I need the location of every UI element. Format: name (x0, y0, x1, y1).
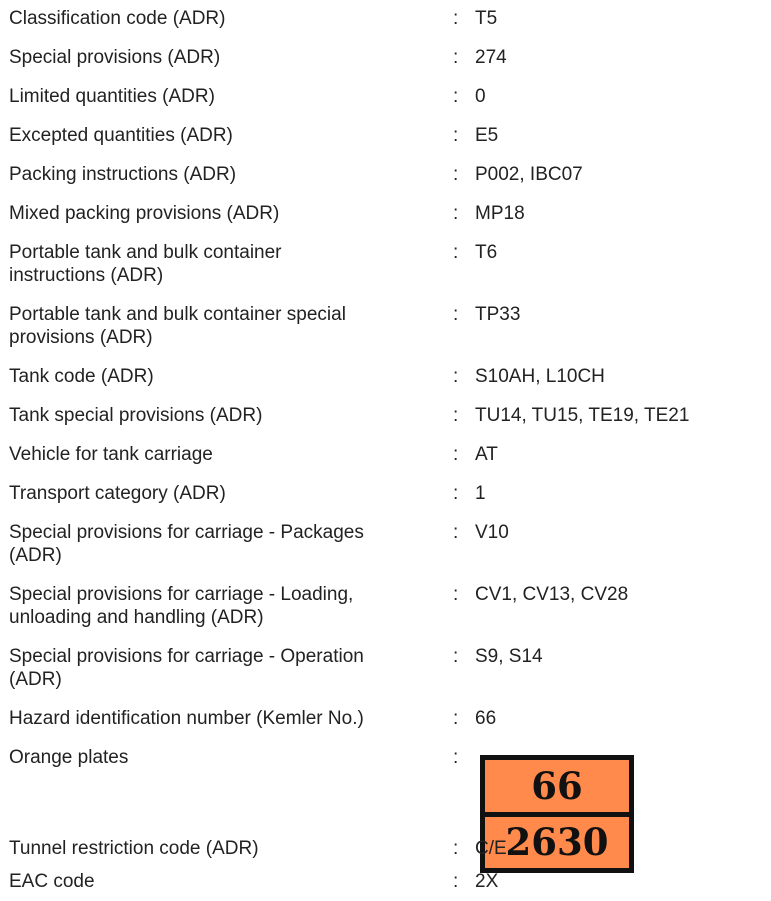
row-label-line: instructions (ADR) (9, 265, 164, 286)
row-value: TU14, TU15, TE19, TE21 (475, 405, 690, 426)
row-label: EAC code (9, 871, 95, 892)
row-separator: : (453, 747, 459, 768)
row-carriage-operation (9, 645, 543, 691)
row-label-line: unloading and handling (ADR) (9, 607, 264, 628)
row-separator: : (453, 203, 459, 224)
row-value: 274 (475, 47, 507, 68)
row-portable-tank-special (9, 303, 520, 349)
row-label-line: Special provisions for carriage - Packages (9, 522, 364, 543)
row-label (9, 241, 453, 287)
row-separator: : (453, 444, 459, 465)
row-tunnel-restriction (9, 837, 507, 860)
row-separator: : (453, 125, 459, 146)
row-value: 66 (475, 708, 497, 729)
row-special-provisions (9, 46, 507, 69)
row-label-line: Special provisions for carriage - Loading, (9, 584, 354, 605)
row-separator: : (453, 871, 459, 892)
row-label (9, 583, 453, 629)
row-limited-quantities (9, 85, 486, 108)
row-value: 0 (475, 86, 486, 107)
plate-hazard-number: 66 (485, 760, 629, 817)
row-portable-tank-instructions (9, 241, 497, 287)
row-label-line: Portable tank and bulk container (9, 242, 282, 263)
row-label: Tunnel restriction code (ADR) (9, 838, 259, 859)
row-label-line: Portable tank and bulk container special (9, 304, 346, 325)
row-value: TP33 (475, 304, 521, 325)
row-transport-category (9, 482, 486, 505)
row-separator: : (453, 304, 459, 325)
row-label: Limited quantities (ADR) (9, 86, 215, 107)
row-value: T6 (475, 242, 498, 263)
row-label (9, 303, 453, 349)
row-separator: : (453, 838, 459, 859)
row-label-line: (ADR) (9, 669, 62, 690)
row-separator: : (453, 522, 459, 543)
row-separator: : (453, 47, 459, 68)
row-label: Packing instructions (ADR) (9, 164, 237, 185)
row-eac-code (9, 870, 498, 893)
row-value: S9, S14 (475, 646, 543, 667)
row-separator: : (453, 646, 459, 667)
row-excepted-quantities (9, 124, 498, 147)
row-label (9, 521, 453, 567)
row-label (9, 645, 453, 691)
row-value: AT (475, 444, 498, 465)
row-carriage-loading (9, 583, 628, 629)
row-label: Excepted quantities (ADR) (9, 125, 233, 146)
row-label: Special provisions (ADR) (9, 47, 221, 68)
row-separator: : (453, 584, 459, 605)
row-separator: : (453, 366, 459, 387)
row-tank-code (9, 365, 605, 388)
row-value: E5 (475, 125, 499, 146)
row-value: C/E (475, 838, 507, 859)
row-label: Orange plates (9, 747, 129, 768)
row-separator: : (453, 164, 459, 185)
row-value: P002, IBC07 (475, 164, 583, 185)
row-label: Tank code (ADR) (9, 366, 154, 387)
row-label: Hazard identification number (Kemler No.) (9, 708, 364, 729)
row-value: MP18 (475, 203, 525, 224)
row-label: Classification code (ADR) (9, 8, 226, 29)
row-separator: : (453, 708, 459, 729)
row-value: CV1, CV13, CV28 (475, 584, 629, 605)
row-label-line: provisions (ADR) (9, 327, 153, 348)
row-separator: : (453, 405, 459, 426)
plate-un-number: 2630 (505, 820, 609, 865)
row-mixed-packing (9, 202, 525, 225)
row-label: Mixed packing provisions (ADR) (9, 203, 280, 224)
row-tank-special-provisions (9, 404, 689, 427)
row-value: T5 (475, 8, 498, 29)
row-separator: : (453, 86, 459, 107)
row-separator: : (453, 8, 459, 29)
row-label-line: (ADR) (9, 545, 62, 566)
row-label: Tank special provisions (ADR) (9, 405, 263, 426)
row-value: S10AH, L10CH (475, 366, 605, 387)
row-value: 2X (475, 871, 499, 892)
row-value: 1 (475, 483, 486, 504)
row-carriage-packages (9, 521, 509, 567)
row-hazard-identification (9, 707, 496, 730)
row-value: V10 (475, 522, 509, 543)
row-vehicle-tank-carriage (9, 443, 498, 466)
row-packing-instructions (9, 163, 583, 186)
row-separator: : (453, 483, 459, 504)
row-label: Vehicle for tank carriage (9, 444, 213, 465)
row-separator: : (453, 242, 459, 263)
row-label: Transport category (ADR) (9, 483, 226, 504)
row-label-line: Special provisions for carriage - Operation (9, 646, 364, 667)
row-classification-code (9, 7, 497, 30)
